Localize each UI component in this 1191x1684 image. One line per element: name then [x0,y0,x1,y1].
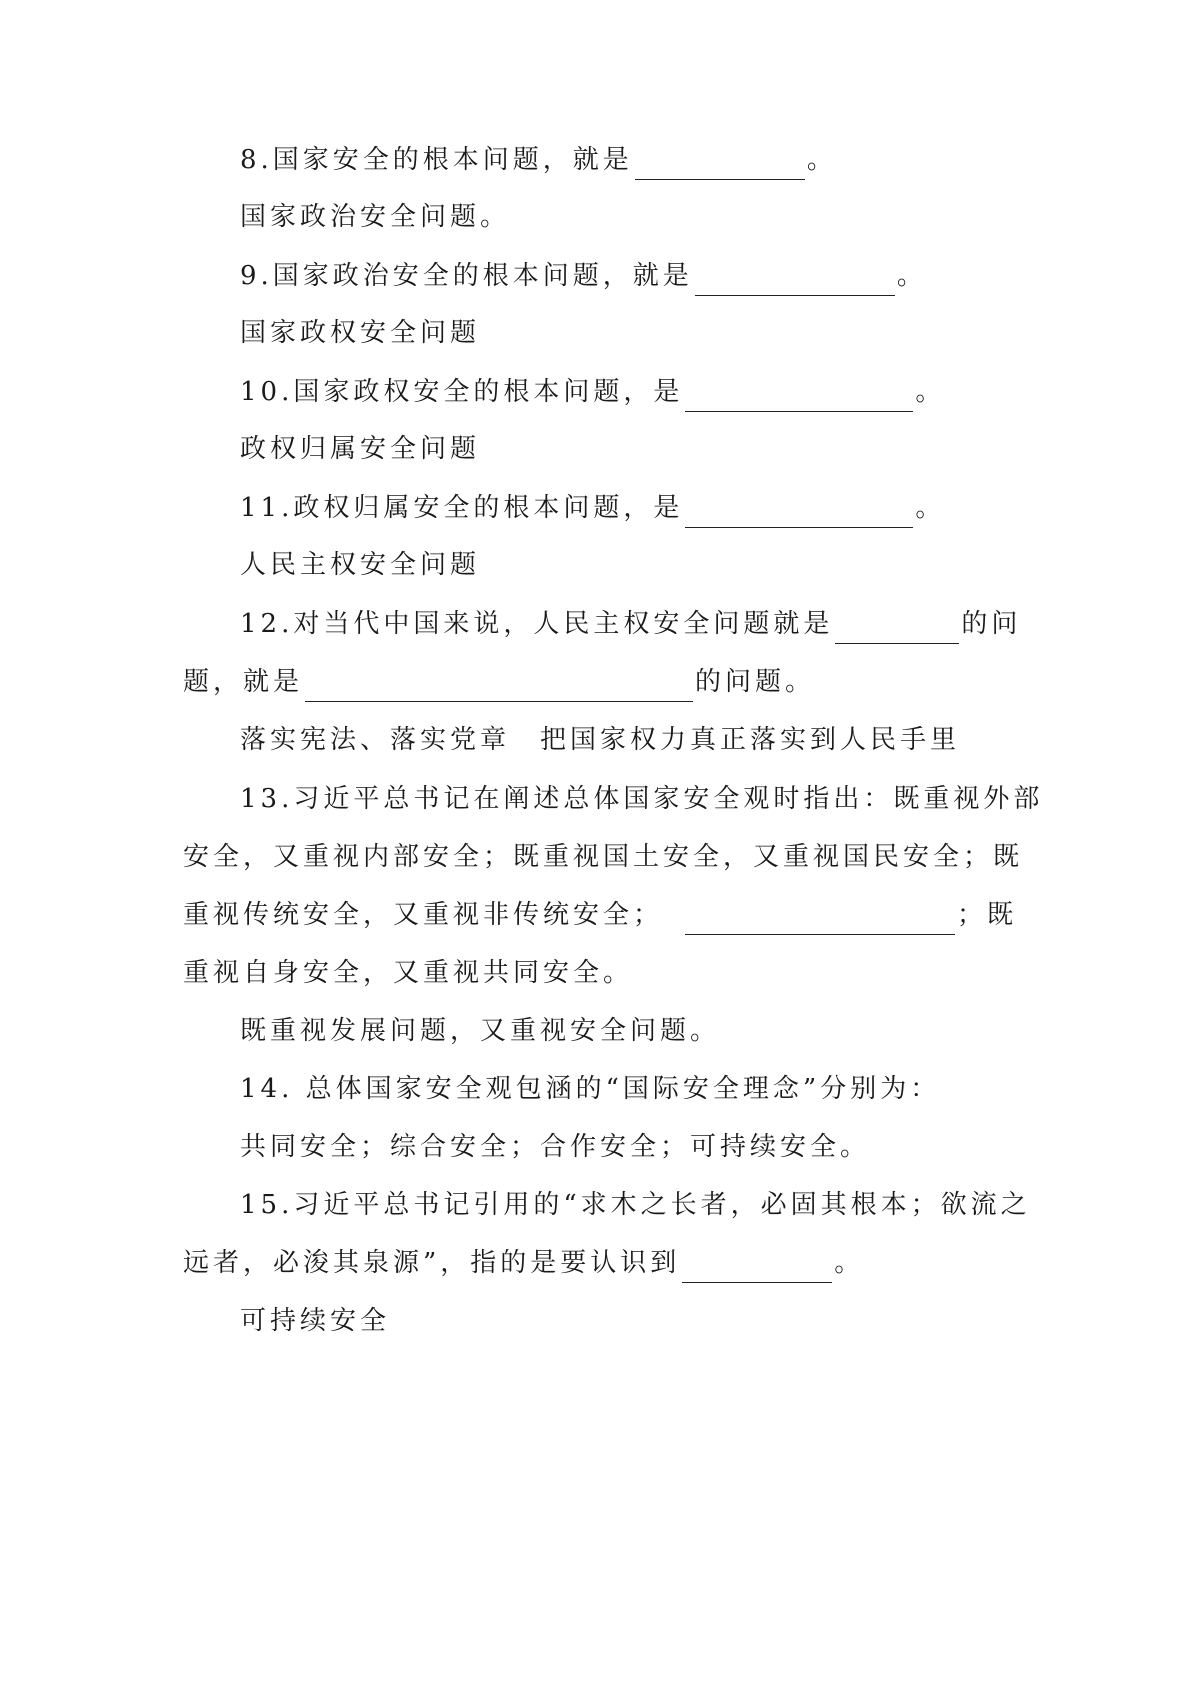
answer-10: 政权归属安全问题 [240,434,481,464]
question-8 [240,140,837,180]
answer-13: 既重视发展问题，又重视安全问题。 [240,1016,721,1046]
answer-blank-9 [695,265,895,296]
answer-blank-12b [305,671,693,702]
question-13-line-2: 安全，又重视内部安全；既重视国土安全，又重视国民安全；既 [183,842,1024,872]
question-13-text-cont: ；既 [957,900,1018,930]
question-15-text: 远者，必浚其泉源”，指的是要认识到 [183,1248,681,1278]
question-9 [240,256,927,296]
answer-8: 国家政治安全问题。 [240,202,511,232]
question-11 [240,488,945,528]
answer-12-part-1: 落实宪法、落实党章 [240,725,511,755]
question-15-line-2 [183,1243,864,1283]
answer-12 [240,720,960,760]
answer-12-part-2: 把国家权力真正落实到人民手里 [540,725,961,755]
question-15-line-1: 15.习近平总书记引用的“求木之长者，必固其根本；欲流之 [240,1190,1031,1220]
answer-15: 可持续安全 [240,1306,391,1336]
answer-blank-8 [635,149,805,180]
answer-blank-12a [835,613,959,644]
question-14: 14. 总体国家安全观包涵的“国际安全理念”分别为： [240,1074,941,1104]
question-10 [240,372,945,412]
answer-blank-13 [685,904,955,935]
question-12-text-cont: 的问 [961,609,1022,639]
question-8-text: 8.国家安全的根本问题，就是 [240,145,633,175]
question-8-end: 。 [806,145,837,175]
answer-blank-11 [685,497,913,528]
question-9-end: 。 [896,261,927,291]
answer-blank-15 [682,1252,832,1283]
question-12-line-2 [183,662,815,702]
question-13-line-4: 重视自身安全，又重视共同安全。 [183,958,634,988]
question-12-text: 12.对当代中国来说，人民主权安全问题就是 [240,609,834,639]
answer-blank-10 [685,381,913,412]
answer-9: 国家政权安全问题 [240,318,481,348]
question-11-text: 11.政权归属安全的根本问题，是 [240,493,684,523]
question-12-text-2: 题，就是 [183,667,304,697]
question-10-end: 。 [915,377,946,407]
question-9-text: 9.国家政治安全的根本问题，就是 [240,261,693,291]
question-12-line-1 [240,604,1021,644]
question-13-line-1: 13.习近平总书记在阐述总体国家安全观时指出：既重视外部 [240,784,1044,814]
answer-11: 人民主权安全问题 [240,550,481,580]
question-13-text: 重视传统安全，又重视非传统安全； [183,900,664,930]
question-11-end: 。 [915,493,946,523]
question-13-line-3 [183,895,1017,935]
answer-14: 共同安全；综合安全；合作安全；可持续安全。 [240,1132,871,1162]
question-15-end: 。 [834,1248,865,1278]
question-12-end: 的问题。 [695,667,816,697]
question-10-text: 10.国家政权安全的根本问题，是 [240,377,684,407]
